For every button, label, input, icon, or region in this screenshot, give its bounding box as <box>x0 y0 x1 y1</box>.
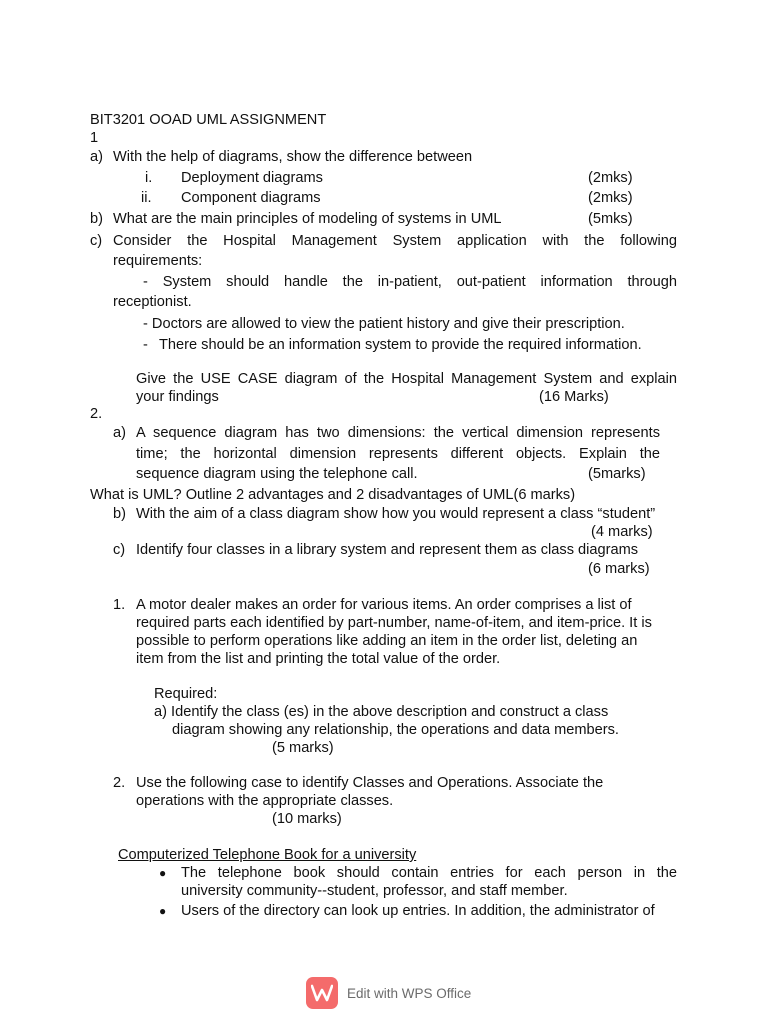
item-label: 2. <box>113 775 126 791</box>
question-text: Deployment diagrams <box>181 170 323 186</box>
requirement-item: There should be an information system to provide the required information. <box>159 337 642 353</box>
question-text: Component diagrams <box>181 190 321 206</box>
question-text: What is UML? Outline 2 advantages and 2 disadvantages of UML(6 marks) <box>90 487 576 503</box>
question-text: Use the following case to identify Classes and Operations. Associate the <box>136 775 604 791</box>
question-text: time; the horizontal dimension represents different objects. Explain the <box>136 446 660 462</box>
bullet-text: Users of the directory can look up entries. In addition, the administrator of <box>181 903 655 919</box>
marks-label: (2mks) <box>588 190 633 206</box>
question-text: Consider the Hospital Management System application with the following <box>113 233 677 249</box>
question-text: With the help of diagrams, show the difference between <box>113 149 473 165</box>
question-text: What are the main principles of modeling of systems in UML <box>113 211 502 227</box>
question-text: requirements: <box>113 253 203 269</box>
wps-w-glyph-icon <box>311 984 333 1002</box>
requirement-item: - System should handle the in-patient, out-patient information through <box>143 274 677 290</box>
document-title: BIT3201 OOAD UML ASSIGNMENT <box>90 112 327 128</box>
marks-label: (5marks) <box>588 466 646 482</box>
question-text: operations with the appropriate classes. <box>136 793 394 809</box>
question-text: A motor dealer makes an order for various items. An order comprises a list of <box>136 597 632 613</box>
item-label: a) <box>113 425 126 441</box>
marks-label: (5 marks) <box>272 740 334 756</box>
dash-marker: - <box>143 337 148 353</box>
marks-label: (6 marks) <box>588 561 650 577</box>
question-text: a) Identify the class (es) in the above description and construct a class <box>154 704 609 720</box>
question-text: With the aim of a class diagram show how you would represent a class “student” <box>136 506 656 522</box>
requirement-item: - Doctors are allowed to view the patient history and give their prescription. <box>143 316 625 332</box>
question-text: diagram showing any relationship, the operations and data members. <box>172 722 619 738</box>
marks-label: (16 Marks) <box>539 389 609 405</box>
question-text: A sequence diagram has two dimensions: the vertical dimension represents <box>136 425 660 441</box>
item-label: 1. <box>113 597 126 613</box>
question-text: possible to perform operations like adding an item in the order list, deleting an <box>136 633 638 649</box>
question-text: required parts each identified by part-number, name-of-item, and item-price. It is <box>136 615 652 631</box>
bullet-text: The telephone book should contain entries for each person in the <box>181 865 677 881</box>
requirement-item: receptionist. <box>113 294 192 310</box>
item-label: a) <box>90 149 103 165</box>
item-label: b) <box>113 506 126 522</box>
item-label: b) <box>90 211 103 227</box>
question-text: your findings <box>136 389 219 405</box>
question-number: 2. <box>90 406 103 422</box>
wps-logo-icon[interactable] <box>306 977 338 1009</box>
wps-edit-link[interactable]: Edit with WPS Office <box>347 986 472 1001</box>
question-number: 1 <box>90 130 99 146</box>
case-heading: Computerized Telephone Book for a university <box>118 847 417 863</box>
required-label: Required: <box>154 686 218 702</box>
bullet-text: university community--student, professor, and staff member. <box>181 883 568 899</box>
question-text: item from the list and printing the total value of the order. <box>136 651 501 667</box>
marks-label: (10 marks) <box>272 811 342 827</box>
question-text: Give the USE CASE diagram of the Hospital Management System and explain <box>136 371 677 387</box>
bullet-icon: ● <box>159 866 167 880</box>
marks-label: (4 marks) <box>591 524 653 540</box>
item-label: c) <box>90 233 103 249</box>
roman-numeral: i. <box>145 170 153 186</box>
marks-label: (2mks) <box>588 170 633 186</box>
marks-label: (5mks) <box>588 211 633 227</box>
item-label: c) <box>113 542 126 558</box>
question-text: Identify four classes in a library system and represent them as class diagrams <box>136 542 639 558</box>
roman-numeral: ii. <box>141 190 152 206</box>
bullet-icon: ● <box>159 904 167 918</box>
question-text: sequence diagram using the telephone call. <box>136 466 418 482</box>
